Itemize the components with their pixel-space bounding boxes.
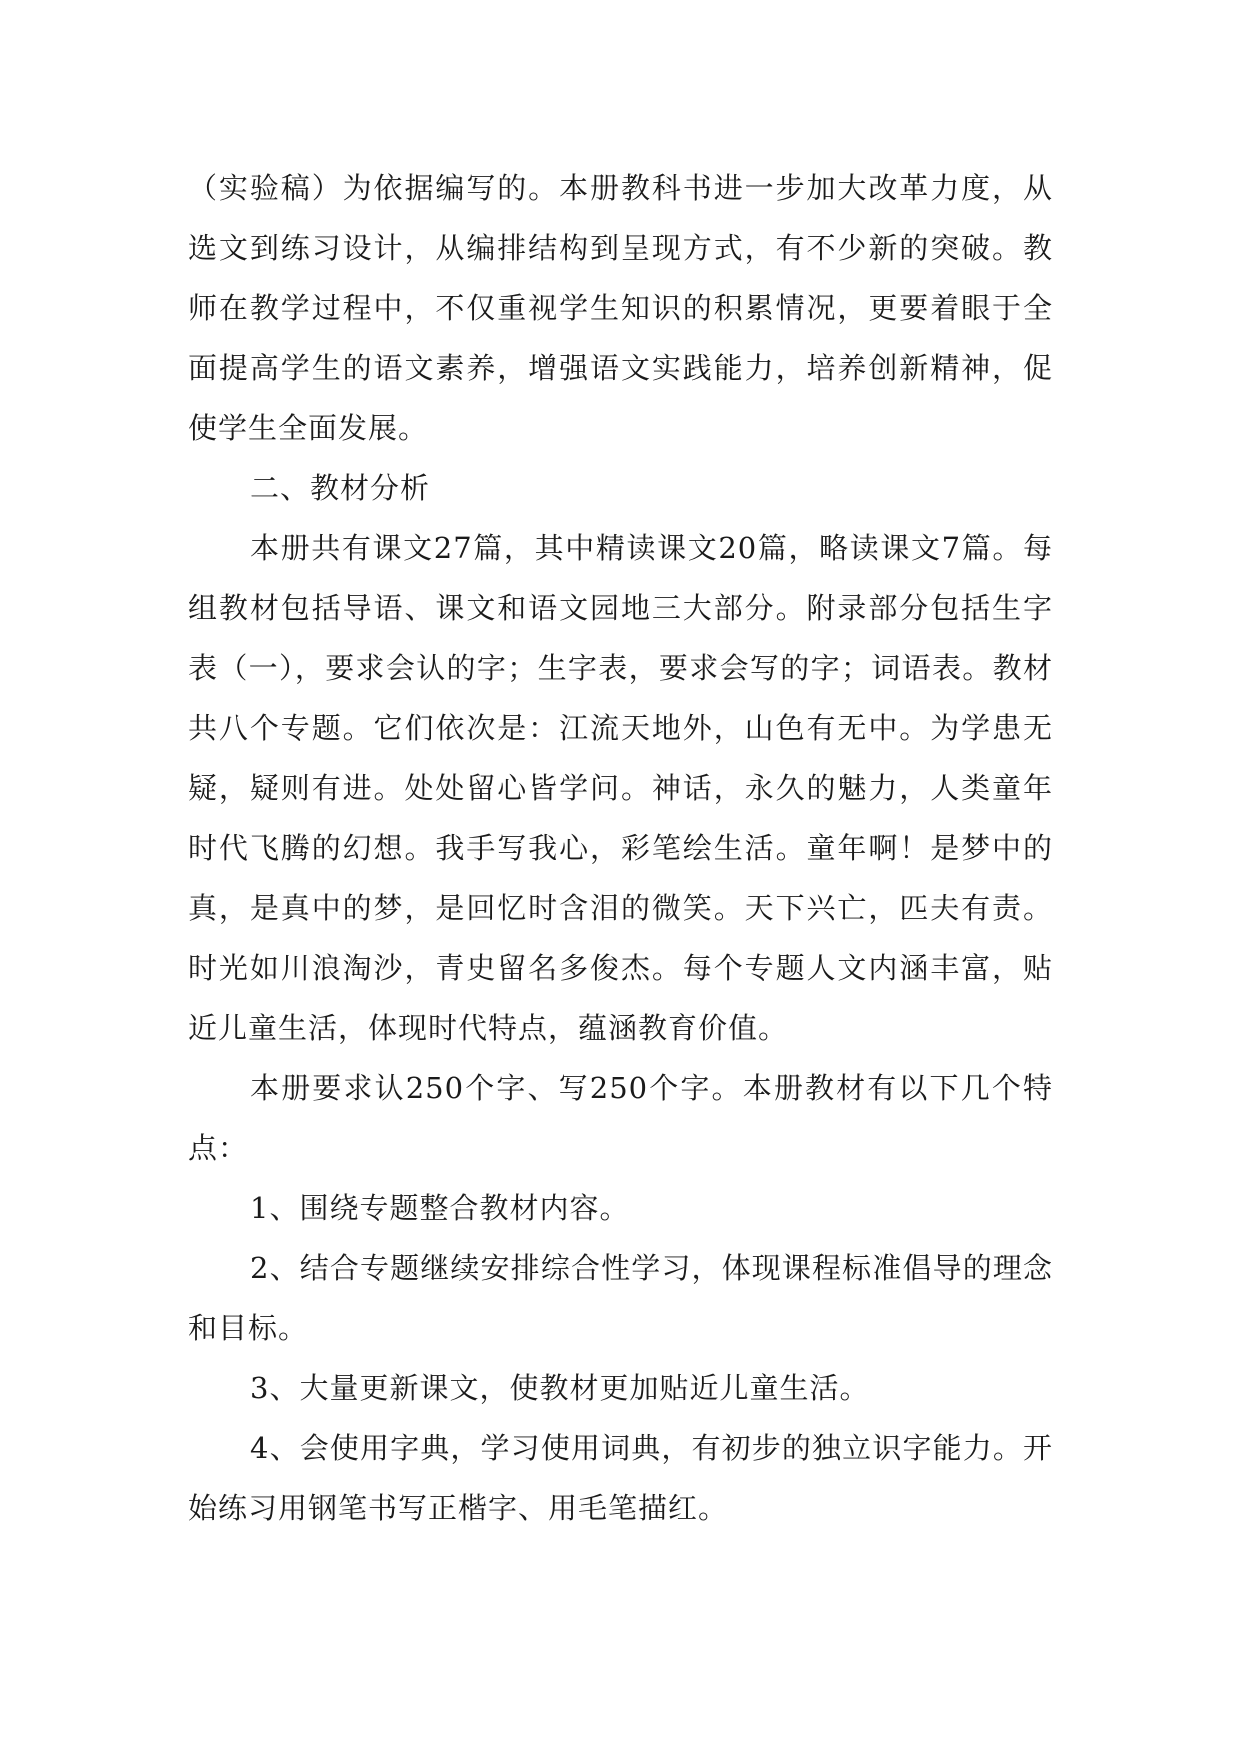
list-item-feature-2: 2、结合专题继续安排综合性学习，体现课程标准倡导的理念和目标。 xyxy=(188,1251,1053,1345)
paragraph-textbook-overview: 本册共有课文27篇，其中精读课文20篇，略读课文7篇。每组教材包括导语、课文和语文园地三大部分。附录部分包括生字表（一），要求会认的字；生字表，要求会写的字；词语表。教材共八个专题。它们依次是：江流天地外，山色有无中。为学患无疑，疑则有进。处处留心皆学问。神话，永久的魅力，人类童年时代飞腾的幻想。我手写我心，彩笔绘生活。童年啊！是梦中的真，是真中的梦，是回忆时含泪的微笑。天下兴亡，匹夫有责。时光如川浪淘沙，青史留名多俊杰。每个专题人文内涵丰富，贴近儿童生活，体现时代特点，蕴涵教育价值。 xyxy=(188,531,1053,1045)
paragraph-intro-continuation: （实验稿）为依据编写的。本册教科书进一步加大改革力度，从选文到练习设计，从编排结构到呈现方式，有不少新的突破。教师在教学过程中，不仅重视学生知识的积累情况，更要着眼于全面提高学生的语文素养，增强语文实践能力，培养创新精神，促使学生全面发展。 xyxy=(188,171,1053,445)
document-body xyxy=(188,158,1053,1538)
list-item-feature-4: 4、会使用字典，学习使用词典，有初步的独立识字能力。开始练习用钢笔书写正楷字、用毛笔描红。 xyxy=(188,1431,1053,1525)
list-item-feature-1: 1、围绕专题整合教材内容。 xyxy=(250,1191,630,1225)
section-heading-textbook-analysis: 二、教材分析 xyxy=(250,471,431,505)
paragraph-character-requirements: 本册要求认250个字、写250个字。本册教材有以下几个特点： xyxy=(188,1071,1053,1165)
list-item-feature-3: 3、大量更新课文，使教材更加贴近儿童生活。 xyxy=(250,1371,870,1405)
